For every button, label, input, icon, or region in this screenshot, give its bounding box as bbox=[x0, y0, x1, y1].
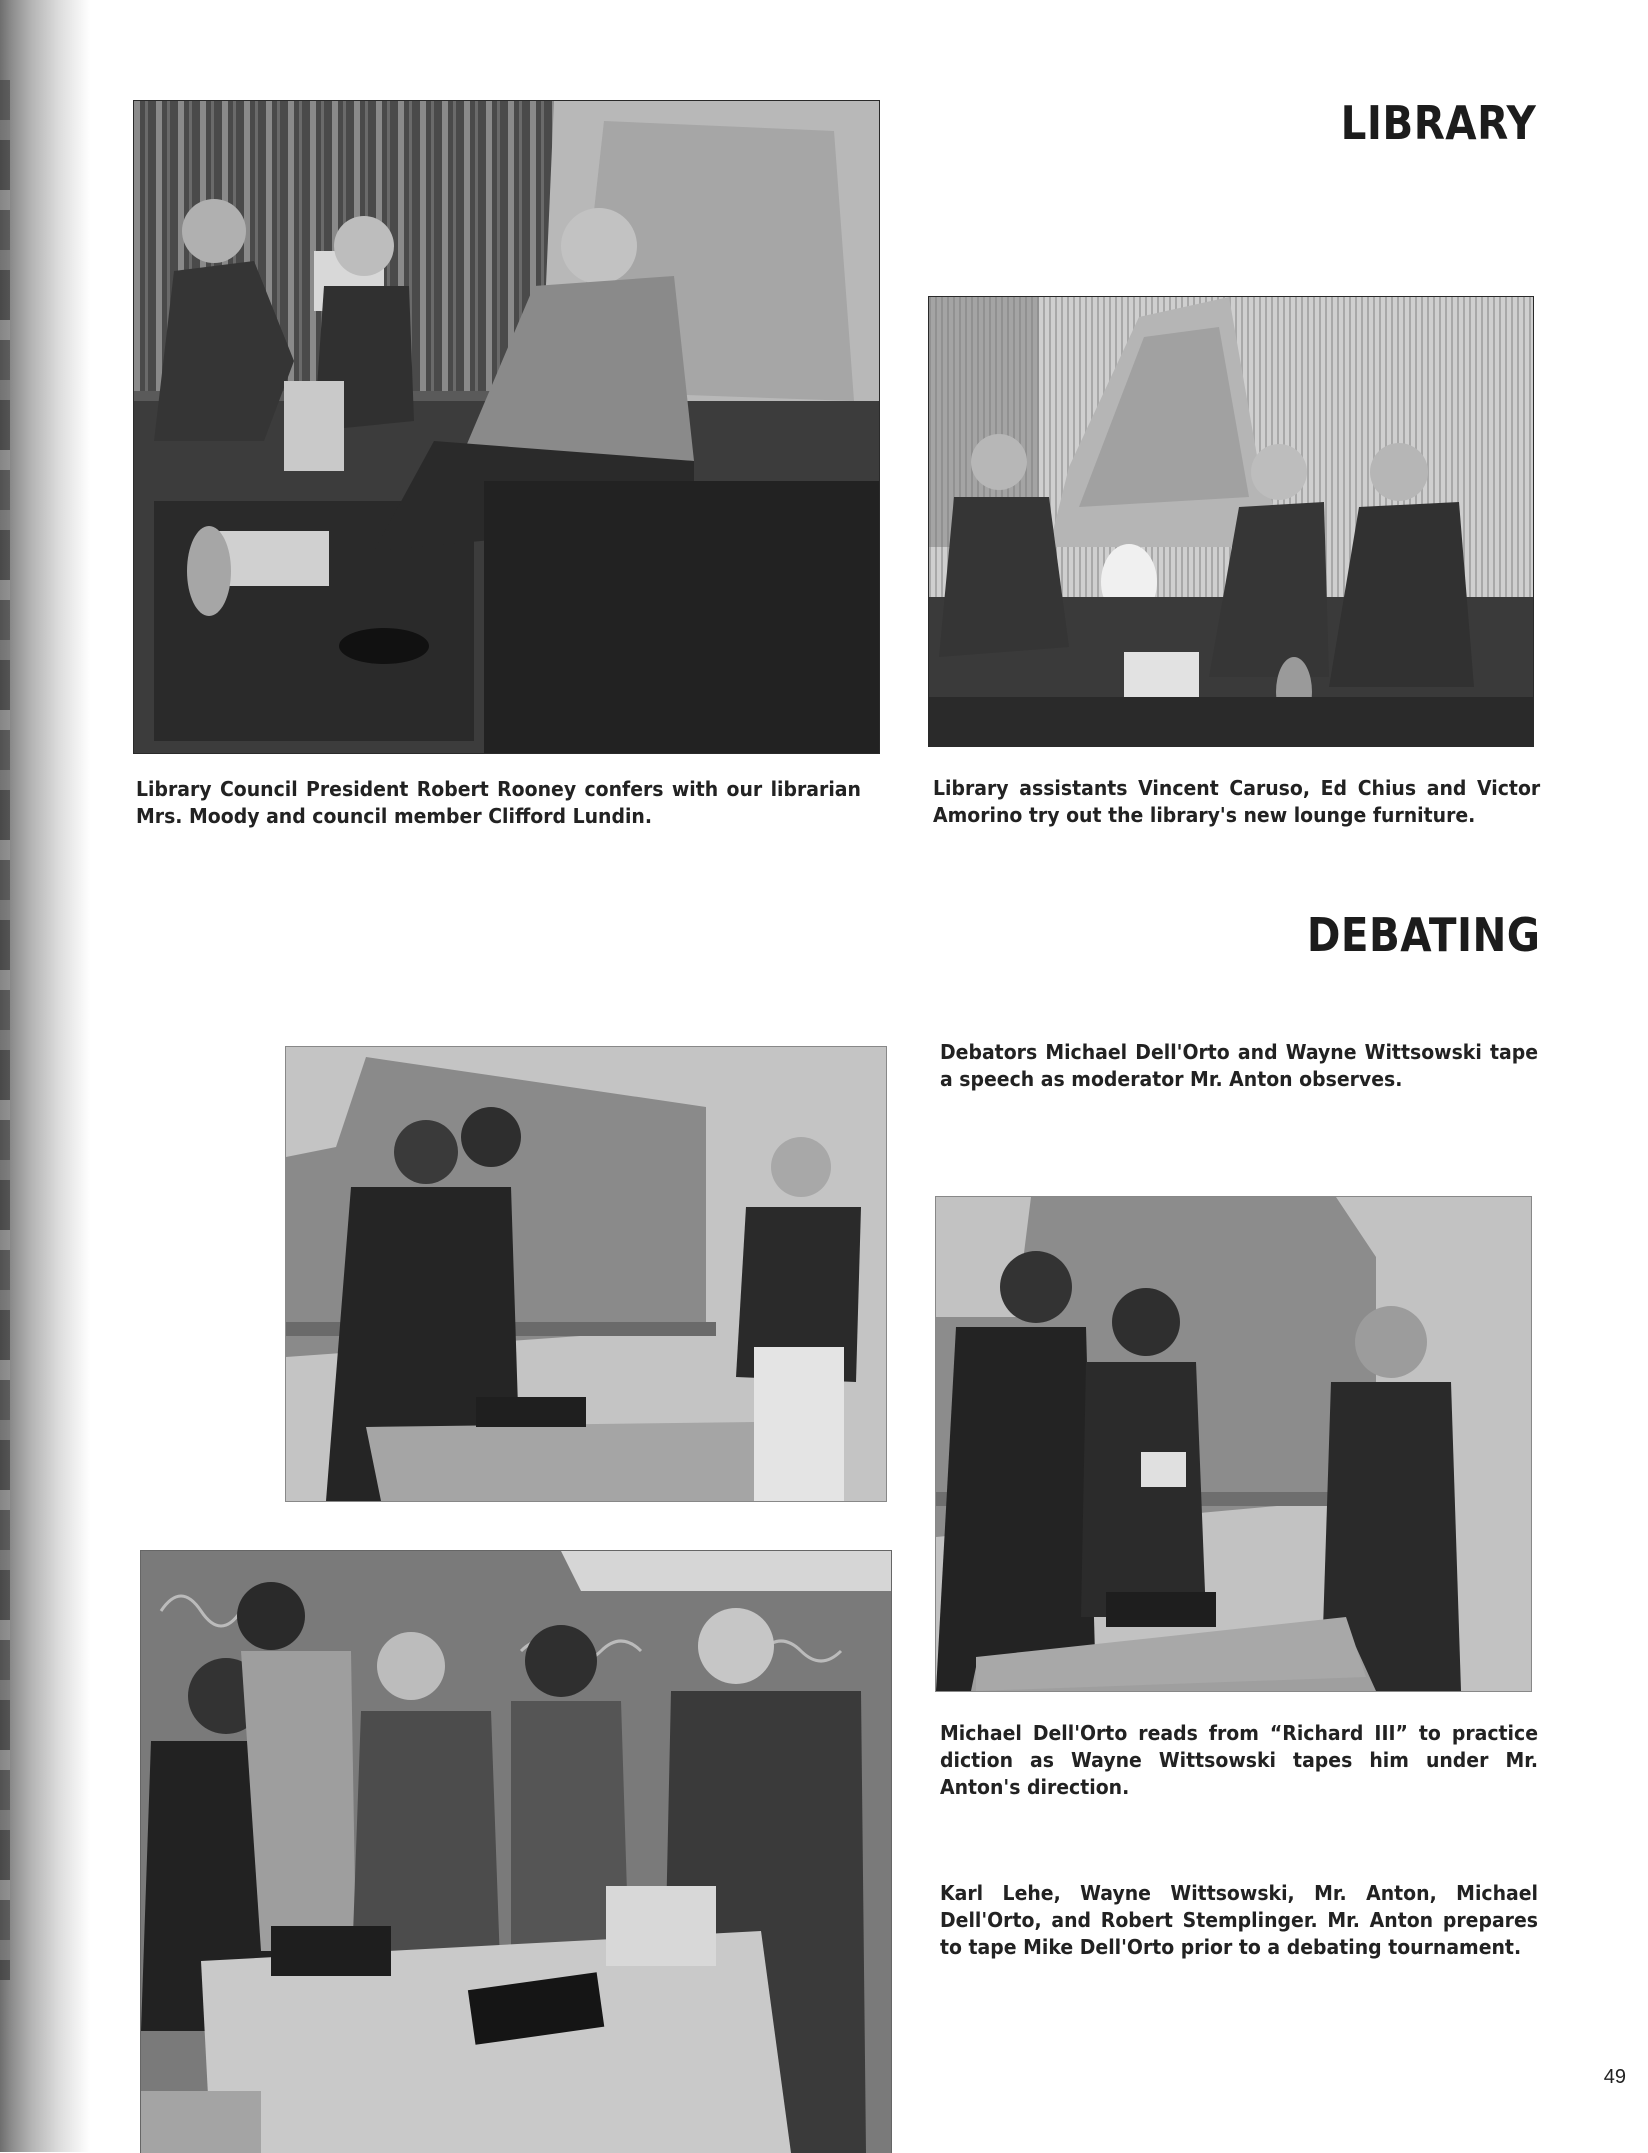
library-caption-council: Library Council President Robert Rooney confers with our librarian Mrs. Moody and council member Clifford Lundin. bbox=[136, 777, 861, 828]
debating-photo-richard-iii bbox=[935, 1196, 1532, 1692]
debating-caption-richard-iii: Michael Dell'Orto reads from “Richard III” to practice diction as Wayne Wittsowski tapes him under Mr. Anton's direction. bbox=[940, 1721, 1538, 1799]
library-photo-assistants bbox=[928, 296, 1534, 747]
debating-photo-group bbox=[140, 1550, 892, 2153]
page-number: 49 bbox=[1603, 2066, 1626, 2088]
debating-caption-group: Karl Lehe, Wayne Wittsowski, Mr. Anton, Michael Dell'Orto, and Robert Stemplinger. Mr. Anton prepares to tape Mike Dell'Orto prior to a debating tournament. bbox=[940, 1881, 1538, 1959]
debating-heading: DEBATING bbox=[1306, 908, 1540, 962]
debating-photo-tape-speech bbox=[285, 1046, 887, 1502]
library-caption-assistants: Library assistants Vincent Caruso, Ed Chius and Victor Amorino try out the library's new lounge furniture. bbox=[933, 776, 1541, 827]
debating-caption-tape-speech: Debators Michael Dell'Orto and Wayne Wittsowski tape a speech as moderator Mr. Anton observes. bbox=[940, 1040, 1538, 1091]
library-heading: LIBRARY bbox=[1340, 96, 1536, 150]
page-gutter-shadow bbox=[0, 0, 90, 2152]
library-photo-council bbox=[133, 100, 880, 754]
